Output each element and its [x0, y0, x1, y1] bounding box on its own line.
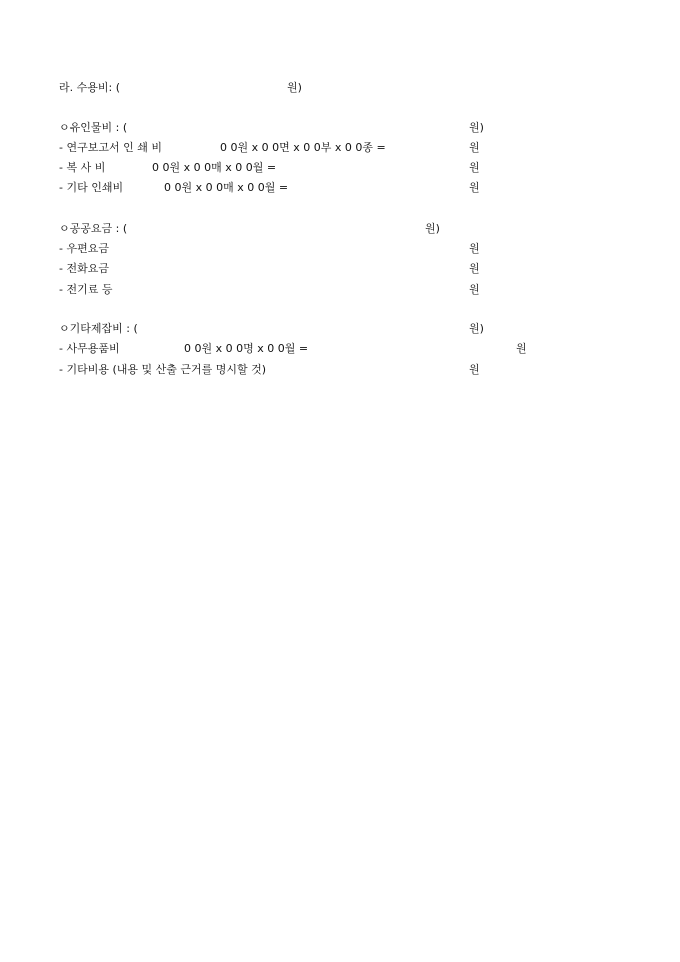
item-label: - 연구보고서 인 쇄 비 [59, 141, 162, 154]
item-formula: 0 0원 x 0 0면 x 0 0부 x 0 0종 = [220, 141, 386, 154]
item-label: - 기타비용 (내용 및 산출 근거를 명시할 것) [59, 363, 267, 376]
utilities-heading: ㅇ공공요금 : ( [59, 222, 128, 235]
misc-heading: ㅇ기타제잡비 : ( [59, 322, 138, 335]
item-label: - 복 사 비 [59, 161, 106, 174]
item-unit: 원 [469, 283, 480, 296]
printing-item-other [0, 180, 680, 196]
item-formula: 0 0원 x 0 0매 x 0 0월 = [152, 161, 277, 174]
item-unit: 원 [469, 242, 480, 255]
item-unit: 원 [516, 342, 527, 355]
printing-item-copy [0, 160, 680, 176]
item-unit: 원 [469, 363, 480, 376]
utilities-item-postal [0, 241, 680, 257]
item-unit: 원 [469, 141, 480, 154]
printing-heading-unit: 원) [469, 121, 484, 134]
misc-item-supplies [0, 341, 680, 357]
utilities-heading-unit: 원) [425, 222, 440, 235]
misc-heading-line [0, 321, 680, 337]
section-ra-unit: 원) [287, 81, 302, 94]
item-label: - 우편요금 [59, 242, 109, 255]
item-label: - 전기료 등 [59, 283, 113, 296]
section-ra-heading: 라. 수용비: ( [59, 81, 120, 94]
section-ra-line [0, 80, 680, 96]
item-unit: 원 [469, 161, 480, 174]
printing-heading: ㅇ유인물비 : ( [59, 121, 128, 134]
item-formula: 0 0원 x 0 0매 x 0 0월 = [164, 181, 289, 194]
utilities-heading-line [0, 221, 680, 237]
item-label: - 기타 인쇄비 [59, 181, 124, 194]
item-unit: 원 [469, 181, 480, 194]
misc-heading-unit: 원) [469, 322, 484, 335]
item-label: - 전화요금 [59, 262, 109, 275]
printing-heading-line [0, 120, 680, 136]
utilities-item-phone [0, 261, 680, 277]
misc-item-other [0, 362, 680, 378]
printing-item-report [0, 140, 680, 156]
item-label: - 사무용품비 [59, 342, 120, 355]
utilities-item-electric [0, 282, 680, 298]
item-formula: 0 0원 x 0 0명 x 0 0월 = [184, 342, 309, 355]
item-unit: 원 [469, 262, 480, 275]
